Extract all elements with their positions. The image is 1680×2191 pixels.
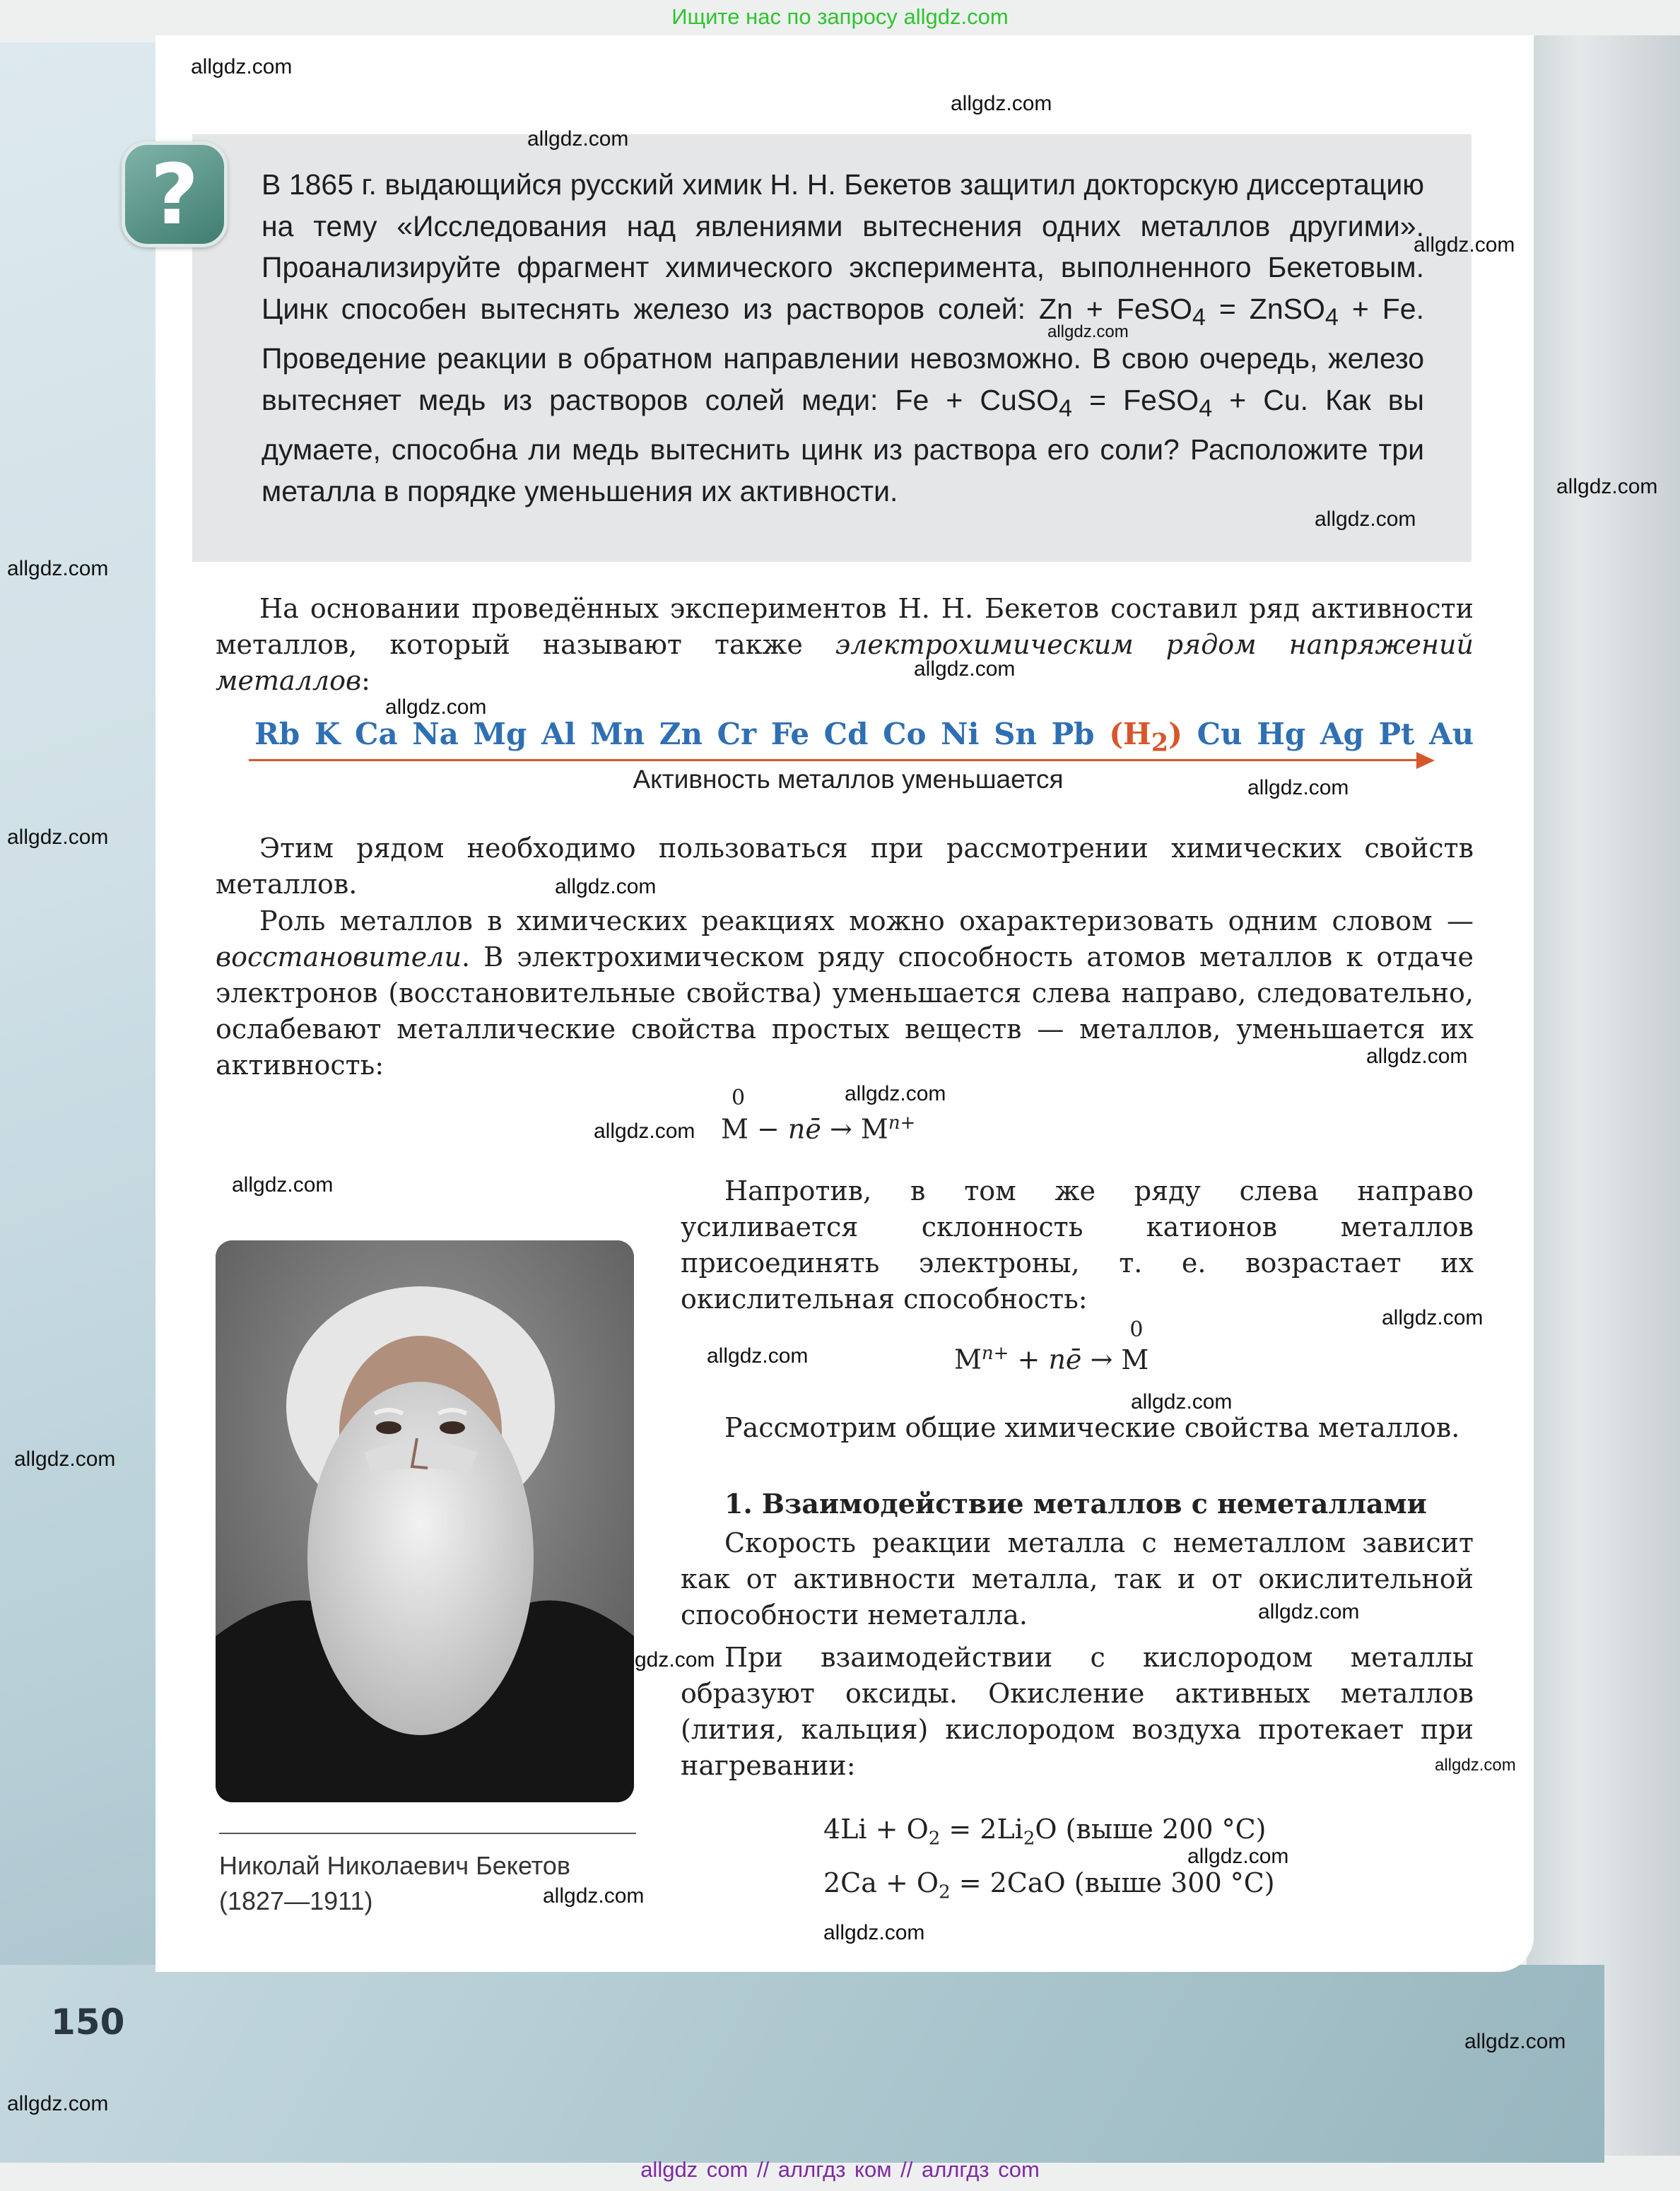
watermark: allgdz.com bbox=[914, 657, 1016, 681]
watermark: allgdz.com bbox=[7, 2092, 109, 2115]
watermark: allgdz.com bbox=[385, 695, 487, 719]
question-mark-icon: ? bbox=[122, 141, 228, 247]
watermark: allgdz.com bbox=[1414, 233, 1515, 257]
page-background-bottom bbox=[0, 1965, 1604, 2163]
watermark: allgdz.com bbox=[7, 826, 109, 849]
watermark: allgdz.com bbox=[1258, 1600, 1360, 1623]
series-arrow-line bbox=[249, 759, 1422, 761]
watermark: allgdz.com bbox=[191, 55, 293, 78]
watermark: allgdz.com bbox=[7, 557, 109, 580]
page-number: 150 bbox=[51, 2002, 125, 2043]
watermark: allgdz.com bbox=[1187, 1845, 1289, 1868]
portrait-caption: Николай Николаевич Бекетов (1827—1911) bbox=[219, 1851, 571, 1915]
page-background-right bbox=[1527, 35, 1680, 2156]
bottom-banner[interactable]: allgdz com // аллгдз ком // аллгдз com bbox=[640, 2157, 1040, 2182]
watermark: allgdz.com bbox=[1247, 776, 1349, 799]
watermark: allgdz.com bbox=[543, 1884, 645, 1908]
section-heading: 1. Взаимодействие металлов с неметаллами bbox=[724, 1488, 1427, 1520]
question-text: В 1865 г. выдающийся русский химик Н. Н. Бекетов защитил докторскую диссертацию на тему «Исследования над явлениями вытеснения одних металлов другими». Проанализируйте фрагмент химического эксперимента, выполненного Бекетовым. Цинк способен вытеснять железо из растворов солей: Zn + FeSO$_4$ = ZnSO$_4$ + Fe. Проведение реакции в обратном направлении невозможно. В свою очередь, железо вытесняет медь из растворов солей меди: Fe + CuSO$_4$ = FeSO$_4$ + Cu. Как вы думаете, способна ли медь вытеснить цинк из раствора его соли? Расположите три металла в порядке уменьшения их активности. bbox=[262, 168, 1425, 507]
watermark: gdz.com bbox=[635, 1648, 715, 1672]
activity-series: Rb K Ca Na Mg Al Mn Zn Cr Fe Cd Co Ni Sn Pb $(H_2)$ Cu Hg Ag Pt Au bbox=[254, 717, 1474, 758]
watermark: allgdz.com bbox=[594, 1120, 695, 1143]
page-background-left bbox=[0, 42, 163, 2156]
top-banner[interactable]: Ищите нас по запросу allgdz.com bbox=[671, 4, 1009, 29]
caption-divider bbox=[219, 1833, 636, 1834]
watermark: allgdz.com bbox=[1435, 1756, 1516, 1775]
paragraph-cations: Напротив, в том же ряду слева направо усиливается склонность катионов металлов присоединять электроны, т. е. возрастает их окислительная способность: bbox=[681, 1175, 1474, 1315]
hydrogen-label: $(H_2)$ bbox=[1109, 717, 1182, 758]
watermark: allgdz.com bbox=[951, 92, 1052, 115]
watermark: allgdz.com bbox=[1366, 1045, 1468, 1068]
paragraph-reducers: Роль металлов в химических реакциях можно охарактеризовать одним словом — восстановители. В электрохимическом ряду способность атомов металлов к отдаче электронов (восстановительные свойства) уменьшается слева направо, следовательно, ослабевают металлические свойства простых веществ — металлов, уменьшается их активность: bbox=[216, 905, 1474, 1081]
watermark: allgdz.com bbox=[527, 127, 629, 151]
watermark: allgdz.com bbox=[1382, 1306, 1484, 1329]
paragraph-series-usage: Этим рядом необходимо пользоваться при рассмотрении химических свойств металлов. bbox=[216, 833, 1474, 900]
watermark: allgdz.com bbox=[232, 1173, 334, 1197]
paragraph-reaction-rate: Скорость реакции металла с неметаллом зависит как от активности металла, так и от окислительной способности неметалла. bbox=[681, 1527, 1474, 1631]
paragraph-oxides: При взаимодействии с кислородом металлы образуют оксиды. Окисление активных металлов (лития, кальция) кислородом воздуха протекает при нагревании: bbox=[681, 1642, 1474, 1781]
watermark: allgdz.com bbox=[14, 1447, 116, 1471]
watermark: allgdz.com bbox=[707, 1344, 809, 1368]
watermark: allgdz.com bbox=[1131, 1390, 1233, 1414]
series-caption: Активность металлов уменьшается bbox=[633, 765, 1064, 794]
watermark: allgdz.com bbox=[555, 875, 657, 898]
formula-reduction: $M^{n+}$ + nē → 0 M bbox=[954, 1317, 1149, 1375]
paragraph-properties: Рассмотрим общие химические свойства металлов. bbox=[724, 1412, 1460, 1443]
equation-calcium: $2Ca + O_2 = 2CaO$ (выше 300 °C) bbox=[823, 1867, 1275, 1903]
watermark: allgdz.com bbox=[1556, 475, 1658, 498]
watermark: allgdz.com bbox=[1047, 322, 1129, 341]
watermark: allgdz.com bbox=[1315, 507, 1416, 531]
watermark: allgdz.com bbox=[823, 1921, 925, 1944]
watermark: allgdz.com bbox=[845, 1082, 946, 1105]
portrait-photo bbox=[216, 1240, 634, 1802]
watermark: allgdz.com bbox=[1464, 2030, 1566, 2053]
formula-oxidation: 0 M − nē → $M^{n+}$ bbox=[721, 1086, 916, 1145]
equation-lithium: $4Li + O_2 = 2Li_2O$ (выше 200 °C) bbox=[823, 1814, 1267, 1850]
intro-paragraph: На основании проведённых экспериментов Н. Н. Бекетов составил ряд активности металлов, который называют также электрохимическим рядом напряжений металлов: bbox=[216, 593, 1474, 696]
